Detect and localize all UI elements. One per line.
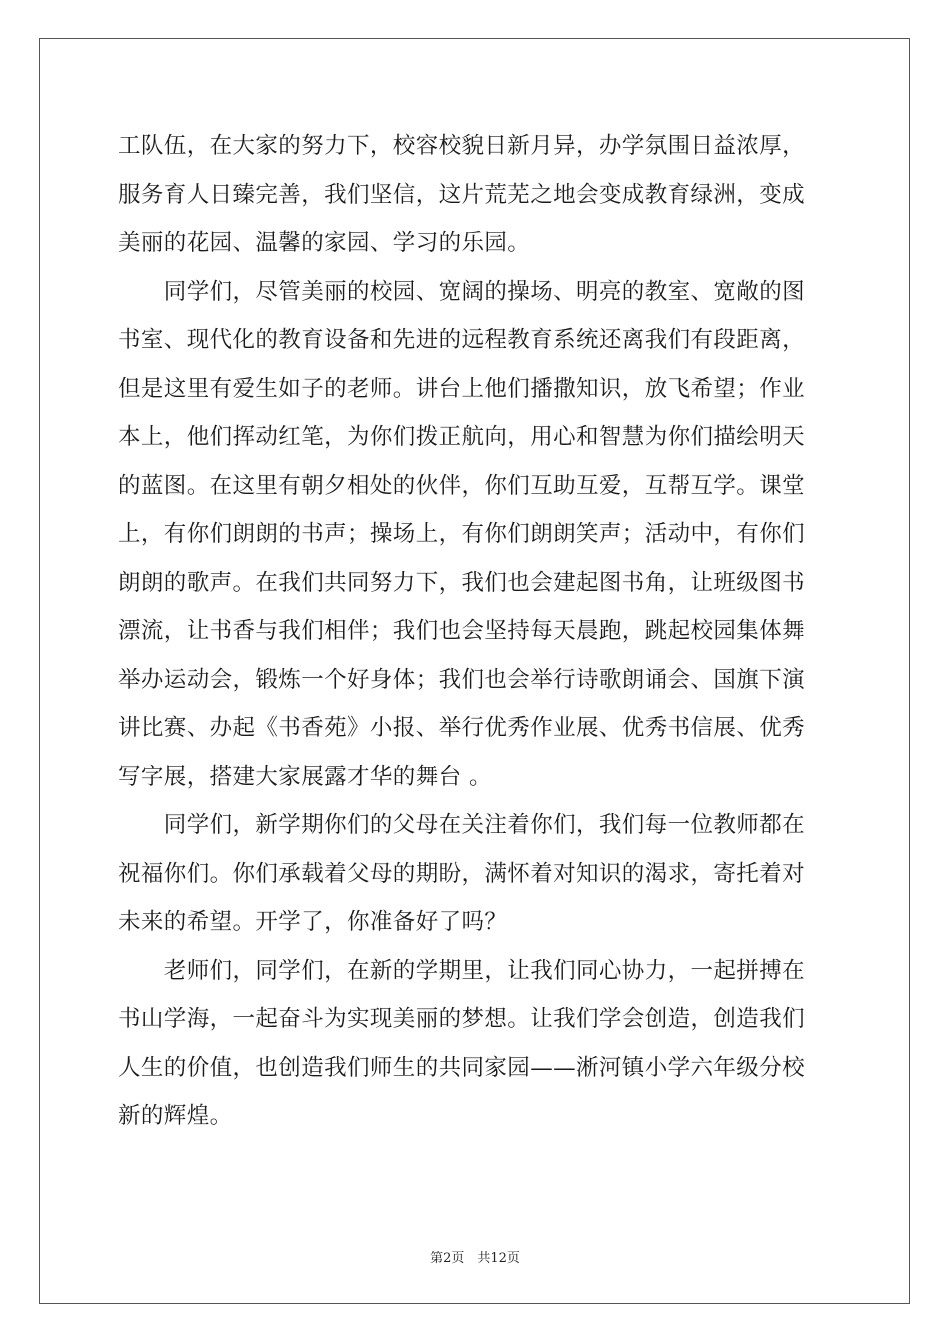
- text-line: 朗朗的歌声。在我们共同努力下，我们也会建起图书角，让班级图书: [118, 569, 806, 596]
- text-line: 的蓝图。在这里有朝夕相处的伙伴，你们互助互爱，互帮互学。课堂: [118, 472, 806, 499]
- text-line: 未来的希望。开学了，你准备好了吗？: [118, 909, 508, 935]
- text-line: 书山学海，一起奋斗为实现美丽的梦想。让我们学会创造，创造我们: [118, 1006, 806, 1032]
- text-line: 讲比赛、办起《书香苑》小报、举行优秀作业展、优秀书信展、优秀: [118, 715, 806, 741]
- text-line: 但是这里有爱生如子的老师。讲台上他们播撒知识，放飞希望；作业: [118, 375, 806, 402]
- text-line: 上，有你们朗朗的书声；操场上，有你们朗朗笑声；活动中，有你们: [118, 521, 806, 547]
- paragraph: [118, 268, 834, 802]
- text-line: 本上，他们挥动红笔，为你们拨正航向，用心和智慧为你们描绘明天: [118, 424, 806, 450]
- text-line: 人生的价值，也创造我们师生的共同家园——淅河镇小学六年级分校: [118, 1054, 806, 1081]
- text-line: 老师们，同学们，在新的学期里，让我们同心协力，一起拼搏在: [118, 957, 806, 984]
- text-line: 工队伍，在大家的努力下，校容校貌日新月异，办学氛围日益浓厚，: [118, 133, 806, 159]
- text-line: 同学们，新学期你们的父母在关注着你们，我们每一位教师都在: [118, 812, 806, 838]
- text-line: 同学们，尽管美丽的校园、宽阔的操场、明亮的教室、宽敞的图: [118, 278, 806, 305]
- text-line: 漂流，让书香与我们相伴；我们也会坚持每天晨跑，跳起校园集体舞: [118, 618, 806, 644]
- text-line: 写字展，搭建大家展露才华的舞台 。: [118, 763, 492, 790]
- page-number-footer: 第2页 共12页: [430, 1251, 520, 1266]
- text-line: 美丽的花园、温馨的家园、学习的乐园。: [118, 230, 531, 256]
- text-line: 书室、现代化的教育设备和先进的远程教育系统还离我们有段距离，: [118, 327, 806, 353]
- text-line: 新的辉煌。: [118, 1103, 233, 1129]
- paragraph: [118, 122, 834, 268]
- paragraph: [118, 801, 834, 947]
- text-line: 服务育人日臻完善，我们坚信，这片荒芜之地会变成教育绿洲，变成: [118, 181, 806, 208]
- document-body: [118, 122, 834, 1141]
- text-line: 祝福你们。你们承载着父母的期盼，满怀着对知识的渴求，寄托着对: [118, 860, 806, 887]
- paragraph: [118, 947, 834, 1141]
- text-line: 举办运动会，锻炼一个好身体；我们也会举行诗歌朗诵会、国旗下演: [118, 666, 806, 693]
